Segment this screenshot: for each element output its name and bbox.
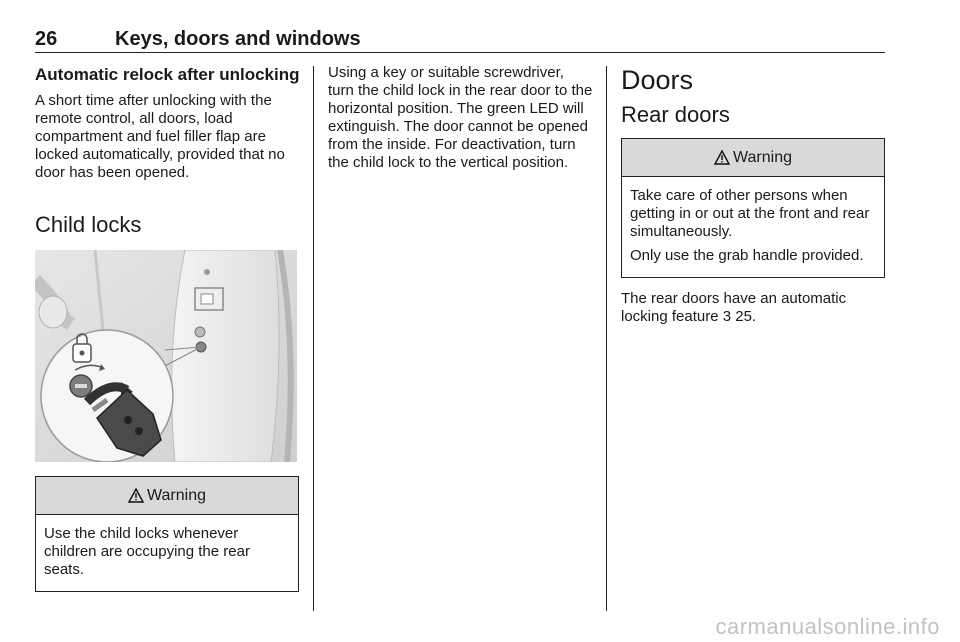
warning-body [622, 177, 884, 277]
warning-text-1: Take care of other persons when getting in or out at the front and rear simultaneously. [630, 187, 870, 240]
warning-triangle-icon [128, 488, 144, 503]
column-divider-1 [313, 66, 314, 611]
warning-label: Warning [733, 148, 792, 166]
warning-header [36, 477, 298, 515]
warning-body [36, 515, 298, 591]
relock-paragraph: A short time after unlocking with the remote control, all doors, load compartment and fuel filler flap are locked automatically, provided that no door has been opened. [35, 92, 285, 181]
column-divider-2 [606, 66, 607, 611]
page-reference[interactable]: 25. [731, 308, 757, 325]
column-2 [328, 64, 593, 172]
warning-box-rear-doors [621, 138, 885, 278]
page-header [35, 28, 885, 53]
subheading-automatic-relock: Automatic relock after unlocking [35, 65, 300, 84]
warning-text: Use the child locks whenever children are occupying the rear seats. [44, 525, 250, 578]
child-lock-figure [35, 250, 297, 462]
rear-doors-paragraph [621, 290, 886, 326]
section-rear-doors: Rear doors [621, 102, 730, 127]
warning-header [622, 139, 884, 177]
warning-box-child-locks [35, 476, 299, 592]
watermark: carmanualsonline.info [715, 614, 940, 639]
child-lock-illustration [35, 250, 297, 462]
warning-label: Warning [147, 486, 206, 504]
page-title: Keys, doors and windows [115, 28, 361, 50]
section-child-locks: Child locks [35, 212, 142, 237]
rear-doors-text: The rear doors have an automatic locking feature [621, 290, 847, 325]
child-lock-instructions: Using a key or suitable screwdriver, turn the child lock in the rear door to the horizontal position. The green LED will extinguish. The door cannot be opened from the inside. For deactivation, turn the child lock to the vertical position. [328, 64, 593, 171]
warning-triangle-icon [714, 150, 730, 165]
page-number: 26 [35, 28, 58, 50]
chapter-doors: Doors [621, 65, 694, 95]
column-1 [35, 64, 300, 592]
warning-text-2: Only use the grab handle provided. [630, 247, 864, 264]
page-reference-arrow-icon: 3 [722, 308, 732, 325]
column-3 [621, 64, 886, 326]
